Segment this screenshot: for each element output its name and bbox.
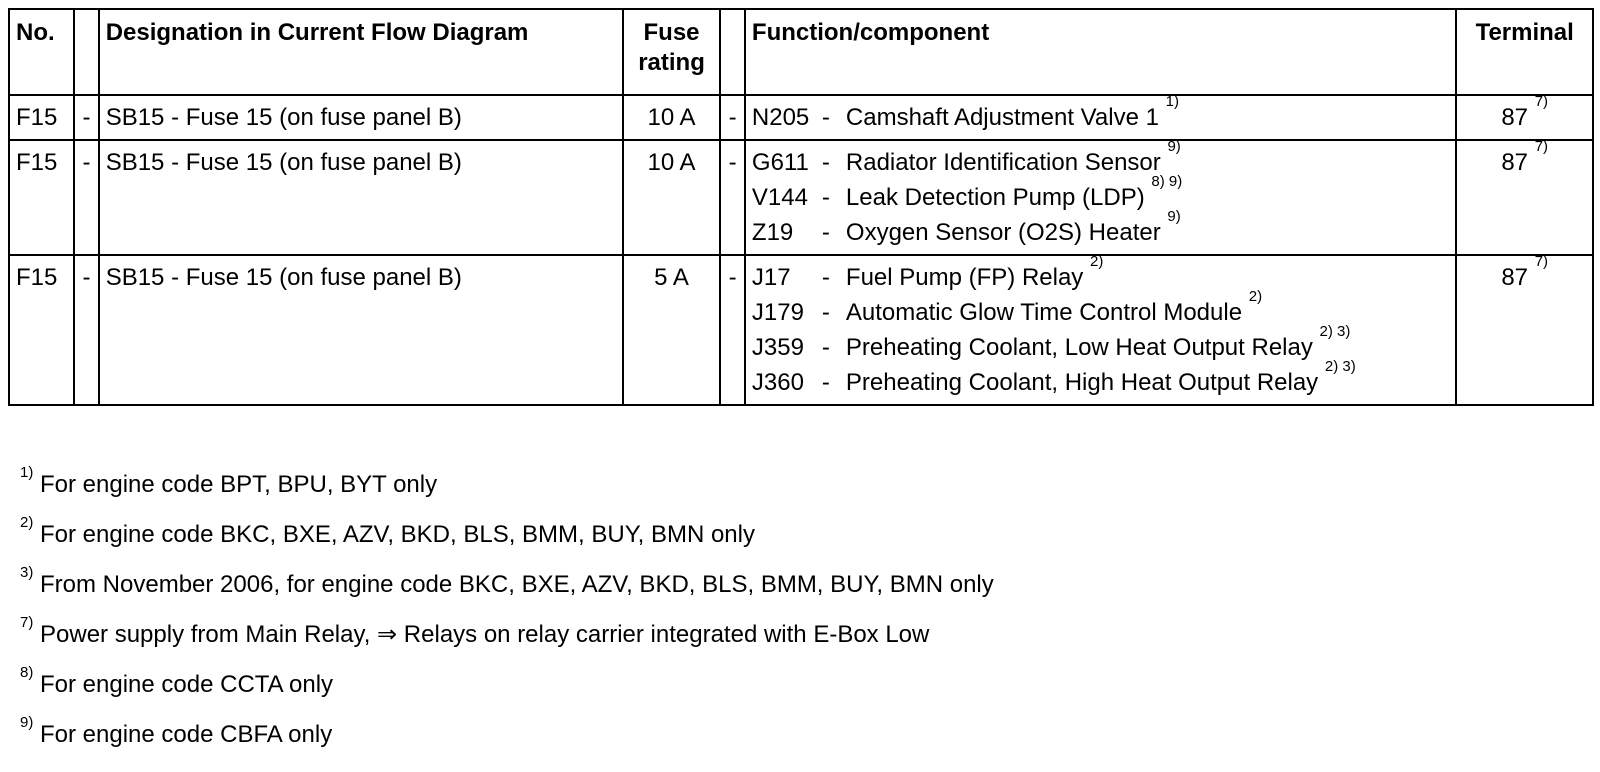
footnote-text: For engine code BKC, BXE, AZV, BKD, BLS, BMM, BUY, BMN only — [40, 521, 755, 548]
function-cell — [745, 95, 1456, 140]
header-separator — [74, 9, 98, 95]
header-fuse-rating-line2: rating — [638, 49, 705, 76]
footnote — [20, 614, 994, 670]
component-name: Preheating Coolant, High Heat Output Relay — [845, 369, 1319, 396]
table-row — [9, 255, 1593, 405]
component-code: V144 — [751, 184, 808, 211]
header-fuse-rating — [623, 9, 721, 95]
designation-cell: SB15 - Fuse 15 (on fuse panel B) — [99, 140, 623, 255]
separator-cell: - — [74, 255, 98, 405]
footnote-reference: 1) — [1165, 93, 1179, 110]
header-fuse-rating-line1: Fuse — [643, 19, 700, 46]
component-code: G611 — [751, 149, 809, 176]
footnote — [20, 564, 994, 620]
header-function: Function/component — [745, 9, 1456, 95]
footnote-reference: 9) — [1167, 208, 1181, 225]
component-line — [751, 358, 1449, 400]
component-name: Camshaft Adjustment Valve 1 — [845, 104, 1159, 131]
separator-cell: - — [720, 140, 744, 255]
component-separator: - — [821, 334, 830, 361]
component-separator: - — [821, 299, 830, 326]
component-separator: - — [821, 369, 830, 396]
component-line — [751, 173, 1449, 215]
table-row — [9, 95, 1593, 140]
footnote-text: For engine code CBFA only — [40, 721, 333, 748]
function-cell — [745, 140, 1456, 255]
footnote-reference: 7) — [1534, 253, 1549, 270]
footnote-mark: 7) — [20, 614, 34, 631]
component-name: Oxygen Sensor (O2S) Heater — [845, 219, 1161, 246]
component-code: J179 — [751, 299, 804, 326]
fuse-assignment-table — [8, 8, 1594, 406]
footnote — [20, 514, 994, 570]
table-header-row — [9, 9, 1593, 95]
fuse-number-cell: F15 — [9, 95, 74, 140]
fuse-rating-cell: 5 A — [623, 255, 721, 405]
terminal-value: 87 — [1501, 149, 1529, 176]
component-code: J17 — [751, 264, 791, 291]
fuse-rating-cell: 10 A — [623, 95, 721, 140]
separator-cell: - — [74, 140, 98, 255]
table-row — [9, 140, 1593, 255]
component-code: J360 — [751, 369, 804, 396]
component-name: Automatic Glow Time Control Module — [845, 299, 1243, 326]
component-separator: - — [821, 184, 830, 211]
component-code: N205 — [751, 104, 810, 131]
footnote-mark: 2) — [20, 514, 34, 531]
footnote-mark: 9) — [20, 714, 34, 731]
footnote-text: From November 2006, for engine code BKC, BXE, AZV, BKD, BLS, BMM, BUY, BMN only — [40, 571, 994, 598]
terminal-cell — [1456, 95, 1593, 140]
footnote-reference: 2) — [1089, 253, 1104, 270]
component-code: Z19 — [751, 219, 794, 246]
separator-cell: - — [74, 95, 98, 140]
footnote — [20, 664, 994, 720]
footnote-reference: 7) — [1534, 93, 1549, 110]
function-cell — [745, 255, 1456, 405]
footnote — [20, 714, 994, 770]
designation-cell: SB15 - Fuse 15 (on fuse panel B) — [99, 95, 623, 140]
footnote-text: Power supply from Main Relay, ⇒ Relays on relay carrier integrated with E-Box Low — [40, 621, 930, 648]
designation-cell: SB15 - Fuse 15 (on fuse panel B) — [99, 255, 623, 405]
component-name: Radiator Identification Sensor — [845, 149, 1161, 176]
component-code: J359 — [751, 334, 804, 361]
terminal-value: 87 — [1501, 264, 1529, 291]
terminal-cell — [1456, 140, 1593, 255]
footnote — [20, 464, 994, 520]
footnote-mark: 3) — [20, 564, 34, 581]
header-terminal: Terminal — [1456, 9, 1593, 95]
component-line — [751, 93, 1449, 135]
component-name: Leak Detection Pump (LDP) — [845, 184, 1145, 211]
separator-cell: - — [720, 95, 744, 140]
component-name: Preheating Coolant, Low Heat Output Relay — [845, 334, 1313, 361]
component-line — [751, 138, 1449, 180]
component-name: Fuel Pump (FP) Relay — [845, 264, 1084, 291]
footnote-mark: 1) — [20, 464, 34, 481]
fuse-rating-cell: 10 A — [623, 140, 721, 255]
footnote-reference: 2) 3) — [1319, 323, 1351, 340]
footnotes-list — [20, 464, 994, 770]
footnote-text: For engine code BPT, BPU, BYT only — [40, 471, 438, 498]
fuse-number-cell: F15 — [9, 140, 74, 255]
component-separator: - — [821, 219, 830, 246]
terminal-cell — [1456, 255, 1593, 405]
terminal-value: 87 — [1501, 104, 1529, 131]
header-designation: Designation in Current Flow Diagram — [99, 9, 623, 95]
footnote-text: For engine code CCTA only — [40, 671, 334, 698]
component-separator: - — [821, 104, 830, 131]
component-separator: - — [821, 149, 830, 176]
footnote-mark: 8) — [20, 664, 34, 681]
header-no: No. — [9, 9, 74, 95]
separator-cell: - — [720, 255, 744, 405]
footnote-reference: 7) — [1534, 138, 1549, 155]
component-separator: - — [821, 264, 830, 291]
component-line — [751, 208, 1449, 250]
header-separator — [720, 9, 744, 95]
fuse-number-cell: F15 — [9, 255, 74, 405]
component-line — [751, 253, 1449, 295]
footnote-reference: 8) 9) — [1151, 173, 1183, 190]
footnote-reference: 2) 3) — [1324, 358, 1356, 375]
footnote-reference: 9) — [1167, 138, 1181, 155]
footnote-reference: 2) — [1248, 288, 1263, 305]
